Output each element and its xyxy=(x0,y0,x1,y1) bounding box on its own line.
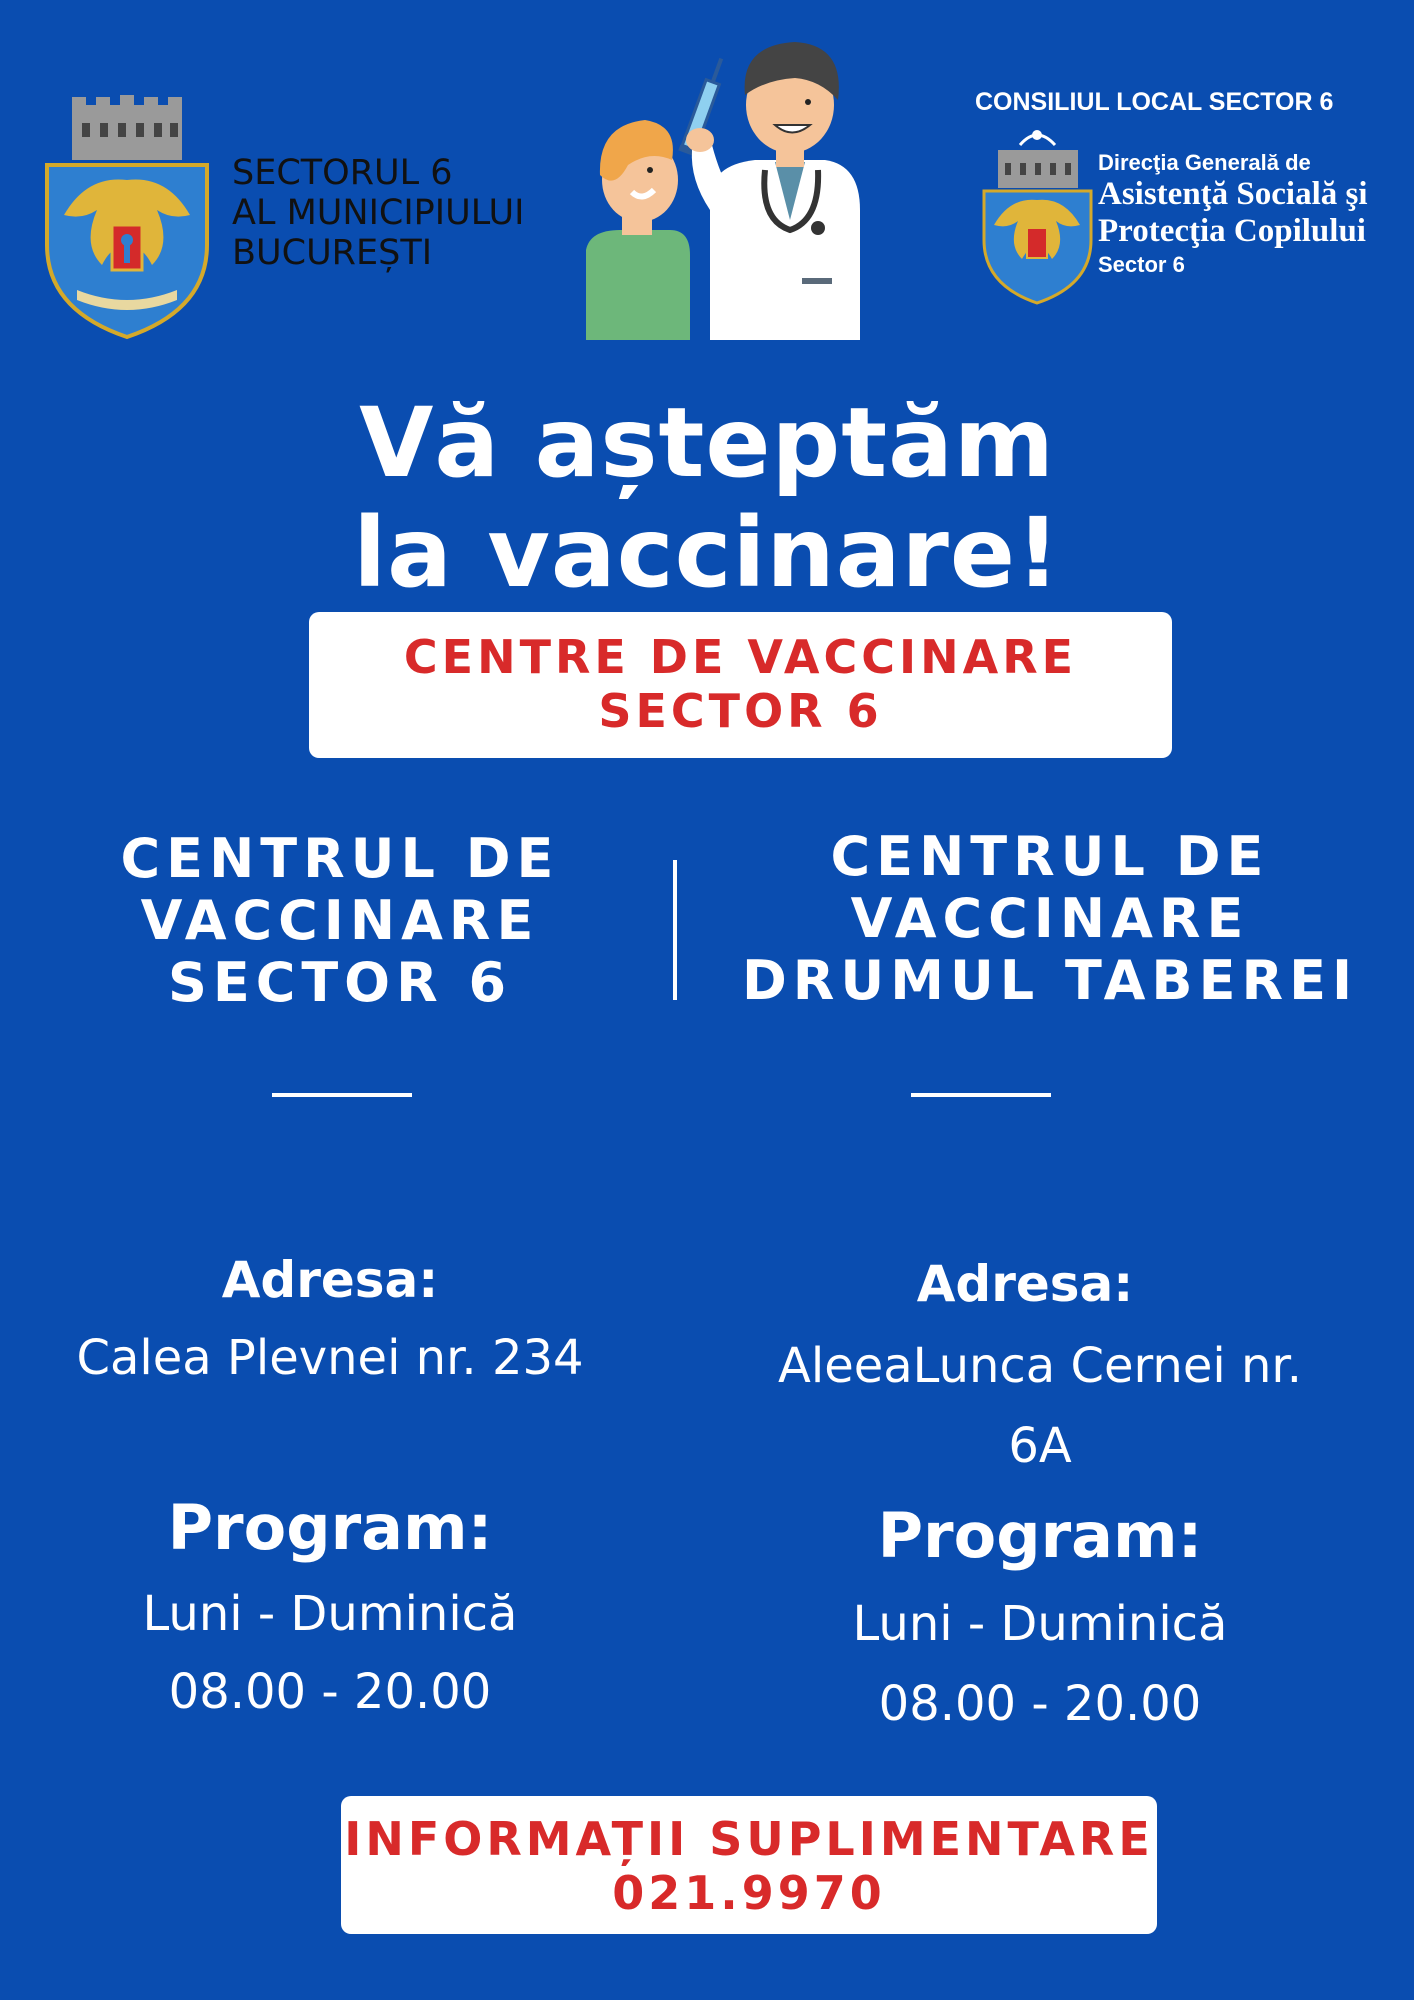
headline xyxy=(0,388,1414,608)
sector-line-1: SECTORUL 6 xyxy=(232,153,453,193)
column-divider xyxy=(673,860,677,1000)
vaccination-centres-banner xyxy=(309,612,1172,758)
left-title-line-1: CENTRUL DE xyxy=(120,827,560,890)
dgaspc-line-big-2: Protecţia Copilului xyxy=(1098,213,1366,249)
additional-info-banner xyxy=(341,1796,1157,1934)
sector6-coat-of-arms-logo xyxy=(42,95,212,340)
centres-banner-line-1: CENTRE DE VACCINARE xyxy=(403,630,1078,684)
right-address-line-1: AleeaLunca Cernei nr. xyxy=(778,1338,1302,1394)
dgaspc-line-big-1: Asistenţă Socială şi xyxy=(1098,176,1368,212)
left-program-label: Program: xyxy=(167,1491,493,1564)
right-address-value xyxy=(700,1326,1380,1486)
info-banner-line-1: INFORMAȚII SUPLIMENTARE xyxy=(344,1812,1154,1866)
dgaspc-coat-of-arms-logo xyxy=(980,125,1095,305)
left-separator-line xyxy=(272,1093,412,1097)
right-title-line-3: DRUMUL TABEREI xyxy=(741,949,1359,1012)
headline-line-2: la vaccinare! xyxy=(353,497,1061,609)
sector-line-3: BUCUREȘTI xyxy=(232,233,433,273)
left-program-days: Luni - Duminică xyxy=(142,1586,518,1642)
dgaspc-line-small: Direcţia Generală de xyxy=(1098,150,1311,175)
left-centre-title xyxy=(20,828,660,1014)
right-address-label: Adresa: xyxy=(916,1255,1134,1313)
doctor-patient-vaccination-illustration xyxy=(580,40,900,340)
right-separator-line xyxy=(911,1093,1051,1097)
left-program-hours: 08.00 - 20.00 xyxy=(168,1664,492,1720)
sector-line-2: AL MUNICIPIULUI xyxy=(232,193,525,233)
left-title-line-2: VACCINARE xyxy=(140,889,540,952)
left-address-value: Calea Plevnei nr. 234 xyxy=(76,1330,584,1386)
right-address-line-2: 6A xyxy=(1008,1418,1072,1474)
left-title-line-3: SECTOR 6 xyxy=(167,951,513,1014)
info-phone-number: 021.9970 xyxy=(612,1866,886,1920)
dgaspc-name xyxy=(1098,150,1408,280)
sector6-municipality-name xyxy=(232,153,592,273)
right-centre-title xyxy=(700,826,1400,1012)
right-program-hours: 08.00 - 20.00 xyxy=(878,1676,1202,1732)
dgaspc-line-sector: Sector 6 xyxy=(1098,252,1185,277)
centres-banner-line-2: SECTOR 6 xyxy=(598,684,883,738)
left-address-label: Adresa: xyxy=(221,1251,439,1309)
headline-line-1: Vă așteptăm xyxy=(359,387,1055,499)
right-program-label: Program: xyxy=(877,1499,1203,1572)
local-council-title: CONSILIUL LOCAL SECTOR 6 xyxy=(975,88,1334,116)
right-title-line-2: VACCINARE xyxy=(850,887,1250,950)
right-title-line-1: CENTRUL DE xyxy=(830,825,1270,888)
right-program-days: Luni - Duminică xyxy=(852,1596,1228,1652)
